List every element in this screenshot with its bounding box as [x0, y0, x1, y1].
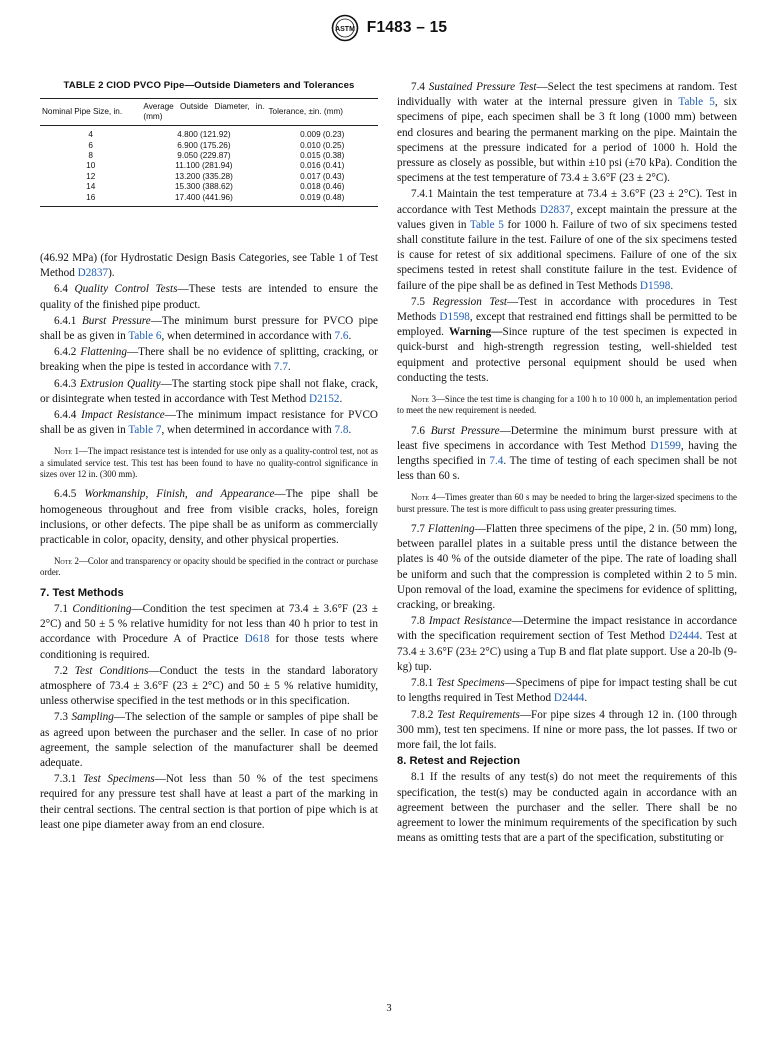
ref-link[interactable]: Table 5 — [678, 96, 715, 109]
ref-link[interactable]: D1599 — [650, 439, 681, 452]
ref-link[interactable]: D618 — [244, 633, 270, 646]
paragraph-continuation: (46.92 MPa) (for Hydrostatic Design Basis Categories, see Table 1 of Test Method D2837). — [40, 252, 378, 280]
diameter-table — [40, 98, 378, 207]
table-cell: 6 — [88, 140, 93, 150]
right-column — [397, 80, 737, 847]
astm-logo-icon — [331, 14, 359, 42]
ref-link[interactable]: D1598 — [439, 311, 470, 324]
table-row — [40, 141, 378, 151]
paragraph-7-8: 7.8 Impact Resistance—Determine the impact resistance in accordance with the specification requirement section of Test Method D2444. Test at 73.4 ± 3.6°F (23± 2°C) using a Tup B and flat plate support. Use a 20-lb (9-kg) tup. — [397, 615, 738, 673]
section-heading-7: 7. Test Methods — [40, 586, 124, 599]
paragraph-7-4-1: 7.4.1 Maintain the test temperature at 73.4 ± 3.6°F (23 ± 2°C). Test in accordance with Test Methods D2837, except maintain the pressure at the values given in Table 5 for 1000 h. Failure of two of six specimens tested shall constitute failure in the test. Failure of one of the six specimens tested is cause for retest of six additional specimens. Failure of one of the six specimens tested in retest shall constitute failure in the test. Evidence of failure of the pipe shall be as defined in Test Methods D1598. — [397, 188, 738, 292]
paragraph-7-3: 7.3 Sampling—The selection of the sample or samples of pipe shall be as agreed upon between the purchaser and the seller. In case of no prior agreement, the sample selection of the manufacturer shall be deemed adequate. — [40, 711, 379, 770]
ref-link[interactable]: D2152 — [308, 392, 340, 405]
ref-link[interactable]: 7.7 — [273, 361, 288, 374]
logo-text: ASTM — [334, 26, 355, 33]
table-cell: 8 — [88, 151, 93, 161]
designation: F1483 – 15 — [366, 19, 448, 36]
table-2 — [40, 78, 378, 207]
note-1: Note 1—The impact resistance test is intended for use only as a quality-control test, not as a simulated service test. This test has been found to have no quality-control significance in sizes over 12 in. (300 mm). — [40, 446, 378, 480]
paragraph-6-4-2: 6.4.2 Flattening—There shall be no evidence of splitting, cracking, or breaking when the pipe is tested in accordance with 7.7. — [40, 346, 378, 374]
table-row — [40, 172, 378, 182]
ref-link[interactable]: D2837 — [77, 267, 109, 280]
paragraph-7-7: 7.7 Flattening—Flatten three specimens of the pipe, 2 in. (50 mm) long, between parallel plates in a suitable press until the distance between the plates is 40 % of the outside diameter of the pipe. The rate of loading shall be uniform and such that the compression is completed within 2 to 5 min. Upon removal of the load, examine the specimens for evidence of splitting, cracking, or breaking. — [397, 523, 737, 612]
table-cell: 4 — [88, 130, 93, 140]
paragraph-7-2: 7.2 Test Conditions—Conduct the tests in the standard laboratory atmosphere of 73.4 ± 3.6°F (23 ± 2°C) and 50 ± 5 % relative humidity, unless otherwise specified in the test methods or in this specification. — [40, 664, 378, 708]
table-cell: 0.017 (0.43) — [300, 171, 345, 181]
ref-link[interactable]: 7.8 — [334, 424, 349, 437]
ref-link[interactable]: D2444 — [553, 692, 585, 705]
ref-link[interactable]: Table 5 — [469, 218, 504, 231]
ref-link[interactable]: D2444 — [669, 630, 700, 643]
left-column — [40, 78, 378, 834]
table-cell: 0.019 (0.48) — [266, 193, 378, 207]
table-row — [40, 161, 378, 171]
ref-link[interactable]: Table 7 — [128, 424, 162, 437]
paragraph-7-8-1: 7.8.1 Test Specimens—Specimens of pipe for impact testing shall be cut to lengths required in Test Method D2444. — [397, 677, 737, 705]
table-row — [40, 193, 378, 207]
paragraph-7-1: 7.1 Conditioning—Condition the test specimen at 73.4 ± 3.6°F (23 ± 2°C) and 50 ± 5 % relative humidity for not less than 40 h prior to test in accordance with Procedure A of Practice D618 for those tests where conditioning is required. — [40, 602, 379, 661]
paragraph-8-1: 8.1 If the results of any test(s) do not meet the requirements of this specification, the test(s) may be conducted again in accordance with an agreement between the purchaser and the seller. There shall be no agreement to lower the minimum requirements of the specification by such means as omitting tests that are a part of the specification, substituting or — [397, 771, 737, 845]
table-cell: 14 — [86, 182, 96, 192]
col-header: Nominal Pipe Size, in. — [40, 99, 141, 126]
table-cell: 9.050 (229.87) — [177, 151, 231, 161]
table-cell: 0.009 (0.23) — [300, 130, 345, 140]
paragraph-7-3-1: 7.3.1 Test Specimens—Not less than 50 % of the test specimens required for any pressure test shall have at least a part of the marking in their central sections. The central section is that portion of pipe which is at least one pipe diameter away from an end closure. — [40, 773, 378, 831]
table-cell: 0.018 (0.46) — [300, 182, 345, 192]
col-header: Average Outside Diameter, in. (mm) — [141, 99, 266, 126]
paragraph-6-4-5: 6.4.5 Workmanship, Finish, and Appearance—The pipe shall be homogeneous throughout and free from visible cracks, holes, foreign inclusions, or other defects. The pipe shall be as uniform as commercially practicable in color, opacity, density, and other physical properties. — [40, 488, 379, 546]
ref-link[interactable]: 7.4 — [489, 455, 504, 468]
note-4: Note 4—Times greater than 60 s may be needed to bring the larger-sized specimens to the burst pressure. The test is more difficult to pass using greater pressuring times. — [397, 492, 737, 514]
paragraph-6-4-1: 6.4.1 Burst Pressure—The minimum burst pressure for PVCO pipe shall be as given in Table 6, when determined in accordance with 7.6. — [40, 314, 379, 343]
paragraph-6-4-3: 6.4.3 Extrusion Quality—The starting stock pipe shall not flake, crack, or disintegrate when tested in accordance with Test Method D2152. — [40, 377, 379, 405]
table-row — [40, 126, 378, 141]
note-3: Note 3—Since the test time is changing for a 100 h to 10 000 h, an implementation period to meet the new requirement is needed. — [397, 394, 737, 416]
table-cell: 0.015 (0.38) — [300, 151, 345, 161]
table-cell: 4.800 (121.92) — [177, 130, 231, 140]
paragraph-7-4: 7.4 Sustained Pressure Test—Select the test specimens at random. Test individually with water at the internal pressure given in Table 5, six specimens of pipe, each specimen shall be 3 ft long (1000 mm) between end closures and bearing the permanent marking on the pipe. Maintain the specimens at the pressure indicated for a period of 1000 h. Hold the pressure as closely as possible, but within ±10 psi (±70 kPa). Condition the specimens at the test temperature of 73.4 ± 3.6°F (23 ± 2°C). — [397, 81, 737, 185]
page-number: 3 — [386, 1003, 392, 1014]
table-cell: 0.010 (0.25) — [300, 140, 345, 150]
ref-link[interactable]: 7.6 — [334, 330, 349, 343]
note-2: Note 2—Color and transparency or opacity should be specified in the contract or purchase order. — [40, 556, 378, 578]
paragraph-6-4-4: 6.4.4 Impact Resistance—The minimum impact resistance for PVCO shall be as given in Table 7, when determined in accordance with 7.8. — [40, 409, 379, 437]
table-cell: 16 — [40, 193, 141, 207]
section-heading-8: 8. Retest and Rejection — [397, 755, 521, 768]
table-title: TABLE 2 CIOD PVCO Pipe—Outside Diameters and Tolerances — [63, 80, 355, 91]
table-row — [40, 182, 378, 192]
table-cell: 10 — [86, 161, 96, 171]
page-header — [0, 14, 778, 54]
paragraph-6-4: 6.4 Quality Control Tests—These tests are intended to ensure the quality of the finished pipe product. — [40, 283, 378, 311]
paragraph-7-5: 7.5 Regression Test—Test in accordance with procedures in Test Methods D1598, except that restrained end fittings shall be permitted to be employed. Warning—Since rupture of the test specimen is expected in quick-burst and high-strength regression testing, well-shielded test equipment and protective personal equipment should be used when conducting the tests. — [397, 295, 738, 384]
col-header: Tolerance, ±in. (mm) — [266, 99, 378, 126]
table-cell: 17.400 (441.96) — [141, 193, 266, 207]
table-cell: 11.100 (281.94) — [175, 161, 233, 171]
table-row — [40, 151, 378, 161]
table-cell: 12 — [86, 171, 96, 181]
ref-link[interactable]: D1598 — [639, 279, 671, 292]
paragraph-7-6: 7.6 Burst Pressure—Determine the minimum burst pressure with at least five specimens in accordance with Test Method D1599, having the lengths specified in 7.4. The time of testing of each specimen shall be not less than 60 s. — [397, 424, 738, 483]
table-cell: 15.300 (388.62) — [175, 182, 233, 192]
ref-link[interactable]: D2837 — [539, 203, 571, 216]
table-cell: 6.900 (175.26) — [177, 140, 231, 150]
table-cell: 0.016 (0.41) — [300, 161, 345, 171]
paragraph-7-8-2: 7.8.2 Test Requirements—For pipe sizes 4 through 12 in. (100 through 300 mm), test ten specimens. If nine or more pass, the lot passes. If two or more fail, the lot fails. — [397, 708, 737, 751]
table-cell: 13.200 (335.28) — [175, 171, 233, 181]
ref-link[interactable]: Table 6 — [128, 330, 162, 343]
